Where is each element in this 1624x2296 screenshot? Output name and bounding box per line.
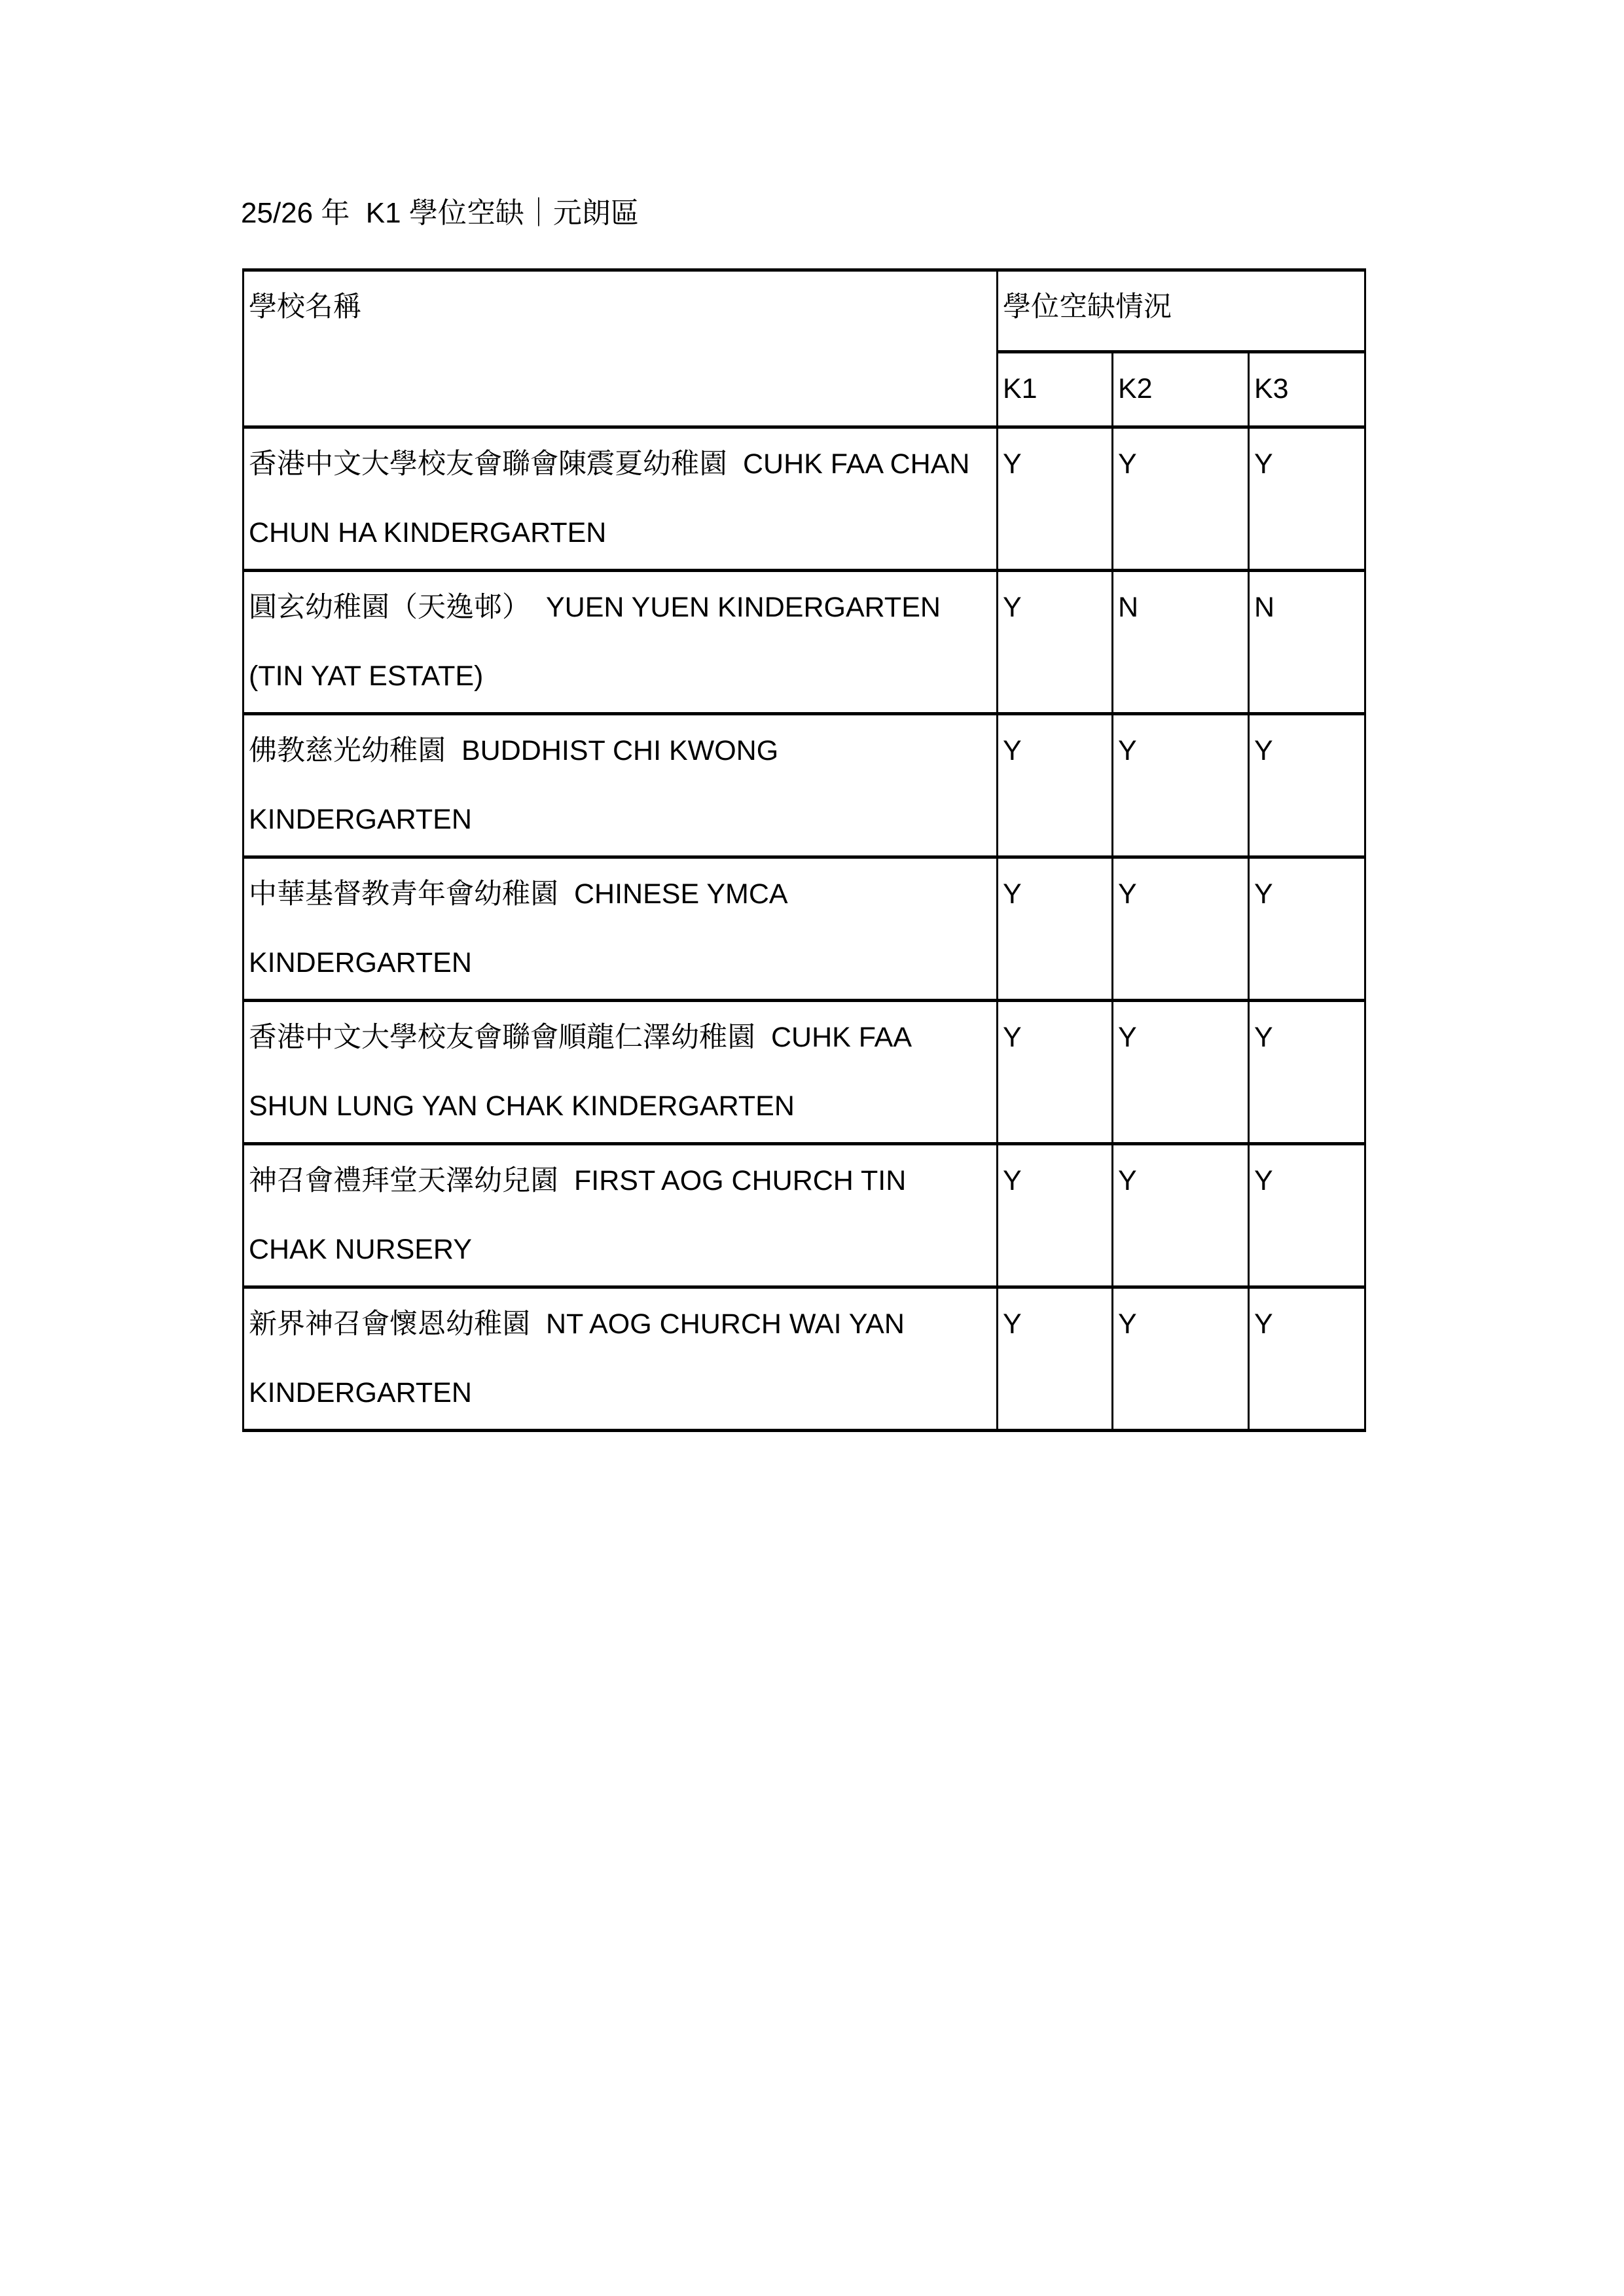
vacancy-k1-cell: Y [998,714,1113,857]
vacancy-table [242,268,1366,1432]
school-name-english: CUHK FAA CHAN CHUN HA KINDERGARTEN [249,448,970,548]
vacancy-k2-cell: Y [1113,1144,1249,1287]
school-name-cell [244,857,998,1001]
vacancy-k2-cell: Y [1113,1001,1249,1144]
school-name-cell [244,1144,998,1287]
school-name-chinese: 神召會禮拜堂天澤幼兒園 [249,1165,558,1196]
school-row [244,1287,1365,1431]
vacancy-k1-cell: Y [998,1287,1113,1431]
school-row [244,571,1365,714]
school-name-english: CHINESE YMCA KINDERGARTEN [249,878,787,978]
school-name-cell [244,1287,998,1431]
vacancy-k2-cell: Y [1113,714,1249,857]
vacancy-k1-cell: Y [998,427,1113,571]
vacancy-k3-cell: N [1249,571,1365,714]
vacancy-k3-cell: Y [1249,1001,1365,1144]
school-name-chinese: 新界神召會懷恩幼稚園 [249,1308,530,1340]
school-row [244,1144,1365,1287]
school-name-chinese: 香港中文大學校友會聯會陳震夏幼稚園 [249,448,727,480]
school-name-cell [244,1001,998,1144]
vacancy-k1-cell: Y [998,1001,1113,1144]
school-name-english: BUDDHIST CHI KWONG KINDERGARTEN [249,735,779,835]
school-name-chinese: 中華基督教青年會幼稚園 [249,878,558,910]
table-header-row [244,270,1365,352]
vacancy-k1-cell: Y [998,857,1113,1001]
vacancy-k3-cell: Y [1249,714,1365,857]
school-name-english: CUHK FAA SHUN LUNG YAN CHAK KINDERGARTEN [249,1022,911,1122]
school-row [244,1001,1365,1144]
vacancy-k3-cell: Y [1249,857,1365,1001]
school-name-chinese: 佛教慈光幼稚園 [249,735,446,766]
school-name-chinese: 香港中文大學校友會聯會順龍仁澤幼稚園 [249,1022,755,1053]
vacancy-k1-cell: Y [998,571,1113,714]
school-row [244,427,1365,571]
vacancy-k3-cell: Y [1249,1144,1365,1287]
column-header-k2: K2 [1113,352,1249,427]
school-row [244,857,1365,1001]
column-header-k3: K3 [1249,352,1365,427]
school-name-english: YUEN YUEN KINDERGARTEN (TIN YAT ESTATE) [249,592,941,692]
school-name-cell [244,427,998,571]
school-name-english: FIRST AOG CHURCH TIN CHAK NURSERY [249,1165,907,1265]
vacancy-k2-cell: Y [1113,1287,1249,1431]
school-name-cell [244,571,998,714]
vacancy-table-body [244,270,1365,427]
vacancy-k1-cell: Y [998,1144,1113,1287]
school-row [244,714,1365,857]
column-header-vacancy-status: 學位空缺情況 [998,270,1365,352]
column-header-k1: K1 [998,352,1113,427]
school-name-chinese: 圓玄幼稚園（天逸邨） [249,592,530,623]
school-name-english: NT AOG CHURCH WAI YAN KINDERGARTEN [249,1308,905,1408]
vacancy-k2-cell: Y [1113,857,1249,1001]
vacancy-k3-cell: Y [1249,427,1365,571]
vacancy-k2-cell: Y [1113,427,1249,571]
page-title: 25/26 年 K1 學位空缺｜元朗區 [241,197,640,229]
column-header-school-name: 學校名稱 [244,270,998,427]
vacancy-k3-cell: Y [1249,1287,1365,1431]
school-rows [244,427,1365,1431]
vacancy-k2-cell: N [1113,571,1249,714]
school-name-cell [244,714,998,857]
